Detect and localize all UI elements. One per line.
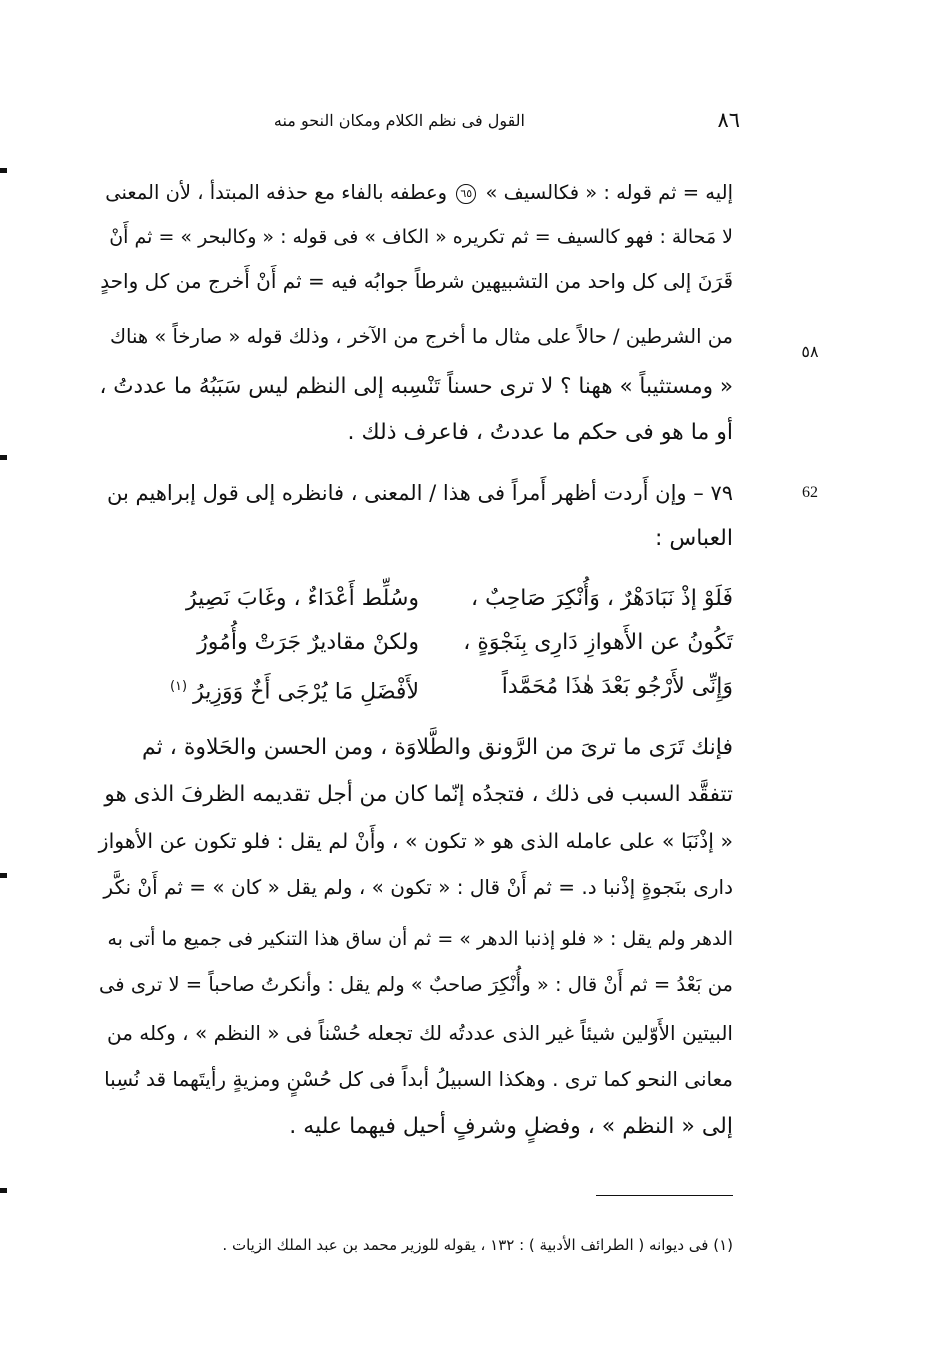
text-line: إليه = ثم قوله : « فكالسيف » ٦٥ وعطفه بالفاء مع حذفه المبتدأ ، لأن المعنى bbox=[105, 181, 733, 204]
margin-number: 62 bbox=[802, 484, 818, 501]
scan-edge-mark bbox=[0, 1188, 7, 1193]
scan-edge-mark bbox=[0, 168, 7, 173]
margin-number: ٥٨ bbox=[801, 344, 819, 361]
text-line: ٧٩ – وإن أَردت أظهر أَمراً فى هذا / المعنى ، فانظره إلى قول إبراهيم بن bbox=[107, 481, 733, 505]
verse-hemistich: وَإِنِّى لأَرْجُو بَعْدَ هٰذَا مُحَمَّداً bbox=[501, 674, 733, 699]
verse-hemistich: تَكُونُ عن الأَهوازِ دَارِى بِنَجْوَةٍ ، bbox=[463, 630, 733, 655]
verse-hemistich: فَلَوْ إذْ نَبَادَهْرٌ ، وَأُنْكِرَ صَاحِبٌ ، bbox=[471, 586, 733, 611]
scan-edge-mark bbox=[0, 873, 7, 878]
text-line: تتفقَّد السبب فى ذلك ، فتجدُه إنّما كان من أجل تقديمه الظرفَ الذى هو bbox=[104, 782, 733, 807]
verse-hemistich: ولكنْ مقاديرٌ جَرَتْ وأُمُورُ bbox=[197, 630, 419, 655]
text-line: أو ما هو فى حكم ما عددتُ ، فاعرف ذلك . bbox=[347, 420, 733, 445]
footnote: (١) فى ديوانه ( الطرائف الأدبية ) : ١٣٢ ، يقوله للوزير محمد بن عبد الملك الزيات . bbox=[222, 1236, 733, 1254]
scan-edge-mark bbox=[0, 455, 7, 460]
text-line: من بَعْدُ = ثم أَنْ قال : « وأُنْكِرَ صاحبٌ » ولم يقل : وأنكرتُ صاحباً = لا ترى فى bbox=[99, 973, 733, 996]
text-line: من الشرطين / حالاً على مثال ما أخرج من الآخر ، وذلك قوله « صارخاً » هناك bbox=[109, 325, 733, 348]
text-line: الدهر ولم يقل : « فلو إذنبا الدهر » = ثم أن ساق هذا التنكير فى جميع ما أتى به bbox=[107, 928, 733, 950]
page-header bbox=[100, 108, 740, 138]
verse-hemistich: وسُلِّط أَعْدَاءٌ ، وغَابَ نَصِيرُ bbox=[185, 586, 419, 611]
text-line: معانى النحو كما ترى . وهكذا السبيلُ أبداً فى كل حُسْنٍ ومزيةٍ رأيتَهما قد نُسِبا bbox=[104, 1067, 733, 1091]
text-line: قَرَنَ إلى كل واحد من التشبيهين شرطاً جوابُه فيه = ثم أَنْ أَخرج من كل واحدٍ bbox=[100, 269, 733, 293]
page-number: ٨٦ bbox=[717, 108, 740, 132]
text-line: العباس : bbox=[654, 526, 733, 551]
text-line: « إذْنَبَا » على عامله الذى هو « تكون » ، وأَنْ لم يقل : فلو تكون عن الأهواز bbox=[98, 829, 733, 853]
text-line: إلى « النظم » ، وفضلٍ وشرفٍ أحيل فيهما عليه . bbox=[289, 1114, 733, 1139]
text-line: لا مَحالة : فهو كالسيف = ثم تكريره « الكاف » فى قوله : « وكالبحر » = ثم أَنْ bbox=[109, 226, 733, 248]
text-line: البيتين الأَوّلين شيئاً غير الذى عددتُه لك تجعله حُسْناً فى « النظم » ، وكله من bbox=[106, 1021, 733, 1045]
text-line: « ومستثيباً » ههنا ؟ لا ترى حسناً تَنْسِبه إلى النظم ليس سَبَبُهُ ما عددتُ ، bbox=[99, 374, 733, 399]
text-line: دارى بنَجوةٍ إذْنبا د. = ثم أَنْ قال : « تكون » ، ولم يقل « كان » = ثم أَنْ نكَّر bbox=[103, 875, 733, 899]
footnote-reference: (١) bbox=[169, 679, 188, 694]
running-title: القول فى نظم الكلام ومكان النحو منه bbox=[273, 111, 525, 130]
text-line: فإنك تَرَى ما ترىَ من الرَّونق والطَّلاوَة ، ومن الحسن والحَلاوة ، ثم bbox=[141, 735, 733, 760]
verse-hemistich: لأَفْضَلِ مَا يُرْجَى أَخٌ وَوَزِيرُ$^{(١)}$ bbox=[169, 679, 419, 705]
footnote-divider bbox=[596, 1195, 733, 1196]
circled-number: ٦٥ bbox=[456, 184, 476, 204]
